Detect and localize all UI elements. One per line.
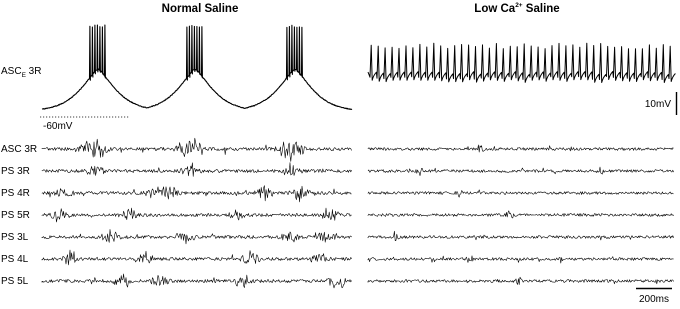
time-scale-label: 200ms xyxy=(638,294,670,305)
extracellular-trace-ps-3r-normal-saline xyxy=(42,163,352,177)
intracellular-trace-normal-saline xyxy=(42,25,352,109)
normal-saline-title: Normal Saline xyxy=(161,3,239,15)
extracellular-trace-asc-3r-normal-saline xyxy=(42,138,352,161)
extracellular-trace-ps-3r-low-calcium-saline xyxy=(368,167,674,176)
channel-label-asc-3r: ASC 3R xyxy=(1,144,38,155)
extracellular-trace-asc-3r-low-calcium-saline xyxy=(368,145,674,152)
extracellular-trace-ps-5r-low-calcium-saline xyxy=(368,211,674,218)
channel-labels xyxy=(1,144,37,287)
channel-label-ps-4r: PS 4R xyxy=(1,188,30,199)
channel-label-ps-5r: PS 5R xyxy=(1,210,30,221)
channel-label-ps-5l: PS 5L xyxy=(1,276,29,287)
extracellular-traces xyxy=(42,138,674,288)
extracellular-trace-ps-5r-normal-saline xyxy=(42,208,352,222)
voltage-scale-label: 10mV xyxy=(644,99,671,110)
extracellular-trace-ps-4r-normal-saline xyxy=(42,186,352,202)
low-calcium-saline-title: Low $Ca^{2+}$ Saline xyxy=(474,2,560,15)
intracellular-trace-low-calcium-saline xyxy=(368,43,675,82)
extracellular-trace-ps-3l-low-calcium-saline xyxy=(368,231,674,241)
extracellular-trace-ps-4r-low-calcium-saline xyxy=(368,190,674,197)
channel-label-ps-3l: PS 3L xyxy=(1,232,29,243)
resting-potential-label: -60mV xyxy=(43,121,73,132)
extracellular-trace-ps-4l-normal-saline xyxy=(42,250,352,265)
extracellular-trace-ps-5l-normal-saline xyxy=(42,274,352,288)
channel-label-ps-3r: PS 3R xyxy=(1,166,30,177)
intracellular-trace-label: $ASC_E$ 3R xyxy=(1,66,42,79)
extracellular-trace-ps-3l-normal-saline xyxy=(42,229,352,243)
channel-label-ps-4l: PS 4L xyxy=(1,254,29,265)
extracellular-trace-ps-4l-low-calcium-saline xyxy=(368,256,674,263)
extracellular-trace-ps-5l-low-calcium-saline xyxy=(368,277,674,284)
